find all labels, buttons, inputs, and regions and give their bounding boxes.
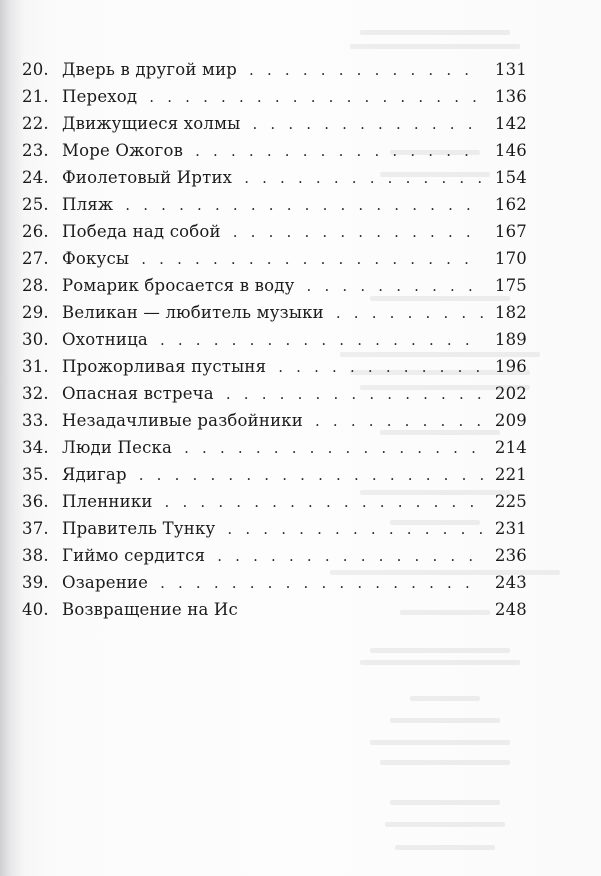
toc-entry (22, 546, 527, 572)
chapter-number: 26. (22, 222, 49, 241)
dot-leader (149, 88, 483, 106)
chapter-number: 39. (22, 573, 49, 592)
toc-entry (22, 573, 527, 599)
dot-leader (278, 358, 483, 376)
dot-leader (307, 277, 483, 295)
toc-entry (22, 492, 527, 518)
dot-leader (184, 439, 483, 457)
chapter-number: 33. (22, 411, 49, 430)
dot-leader (165, 493, 483, 511)
dot-leader (141, 250, 483, 268)
chapter-number: 37. (22, 519, 49, 538)
dot-leader (226, 385, 483, 403)
chapter-number: 22. (22, 114, 49, 133)
chapter-title: Фокусы (62, 249, 130, 268)
chapter-title: Люди Песка (62, 438, 173, 457)
chapter-number: 24. (22, 168, 49, 187)
page-number: 142 (494, 114, 527, 133)
page-number: 189 (494, 330, 527, 349)
dot-leader (244, 169, 483, 187)
dot-leader (217, 547, 483, 565)
dot-leader (160, 574, 483, 592)
page-number: 131 (494, 60, 527, 79)
toc-entry (22, 195, 527, 221)
page-number: 248 (494, 600, 527, 619)
page-number: 175 (494, 276, 527, 295)
chapter-title: Ядигар (62, 465, 127, 484)
toc-entry (22, 249, 527, 275)
dot-leader (195, 142, 483, 160)
dot-leader (160, 331, 483, 349)
page-number: 170 (494, 249, 527, 268)
toc-entry (22, 168, 527, 194)
chapter-title: Победа над собой (62, 222, 221, 241)
chapter-number: 32. (22, 384, 49, 403)
chapter-title: Гиймо сердится (62, 546, 206, 565)
page-number: 162 (494, 195, 527, 214)
page-number: 225 (494, 492, 527, 511)
dot-leader (227, 520, 482, 538)
chapter-title: Переход (62, 87, 138, 106)
page-number: 221 (494, 465, 527, 484)
chapter-title: Море Ожогов (62, 141, 184, 160)
dot-leader (139, 466, 483, 484)
toc-entry (22, 276, 527, 302)
toc-entry (22, 384, 527, 410)
toc-entry (22, 222, 527, 248)
toc-entry (22, 465, 527, 491)
chapter-number: 25. (22, 195, 49, 214)
chapter-title: Охотница (62, 330, 148, 349)
page-number: 182 (494, 303, 527, 322)
toc-entry (22, 357, 527, 383)
dot-leader (125, 196, 483, 214)
chapter-title: Возвращение на Ис (62, 600, 238, 619)
chapter-number: 21. (22, 87, 49, 106)
chapter-title: Пляж (62, 195, 114, 214)
chapter-number: 20. (22, 60, 49, 79)
toc-entry (22, 519, 527, 545)
chapter-title: Фиолетовый Иртих (62, 168, 233, 187)
page-number: 243 (494, 573, 527, 592)
toc-entry (22, 411, 527, 437)
chapter-title: Правитель Тунку (62, 519, 216, 538)
page-number: 196 (494, 357, 527, 376)
chapter-title: Опасная встреча (62, 384, 214, 403)
chapter-title: Ромарик бросается в воду (62, 276, 295, 295)
dot-leader (336, 304, 483, 322)
chapter-title: Пленники (62, 492, 153, 511)
toc-entry (22, 87, 527, 113)
page-number: 209 (494, 411, 527, 430)
chapter-number: 36. (22, 492, 49, 511)
page-number: 236 (494, 546, 527, 565)
chapter-number: 30. (22, 330, 49, 349)
page-number: 167 (494, 222, 527, 241)
toc-entry (22, 438, 527, 464)
toc-entry (22, 303, 527, 329)
chapter-number: 29. (22, 303, 49, 322)
toc-entry (22, 600, 527, 626)
chapter-title: Озарение (62, 573, 149, 592)
toc-entry (22, 114, 527, 140)
chapter-number: 31. (22, 357, 49, 376)
chapter-number: 38. (22, 546, 49, 565)
page-number: 231 (494, 519, 527, 538)
chapter-title: Движущиеся холмы (62, 114, 241, 133)
chapter-number: 28. (22, 276, 49, 295)
chapter-number: 34. (22, 438, 49, 457)
chapter-number: 27. (22, 249, 49, 268)
chapter-title: Прожорливая пустыня (62, 357, 267, 376)
chapter-title: Незадачливые разбойники (62, 411, 303, 430)
dot-leader (315, 412, 483, 430)
page-number: 146 (494, 141, 527, 160)
chapter-number: 40. (22, 600, 49, 619)
page-number: 136 (494, 87, 527, 106)
dot-leader (233, 223, 483, 241)
dot-leader (252, 115, 482, 133)
chapter-number: 35. (22, 465, 49, 484)
chapter-title: Дверь в другой мир (62, 60, 238, 79)
chapter-title: Великан — любитель музыки (62, 303, 324, 322)
toc-entry (22, 141, 527, 167)
chapter-number: 23. (22, 141, 49, 160)
toc-entry (22, 60, 527, 86)
dot-leader (249, 61, 483, 79)
page-number: 214 (494, 438, 527, 457)
page-number: 154 (494, 168, 527, 187)
toc-entry (22, 330, 527, 356)
page-number: 202 (494, 384, 527, 403)
